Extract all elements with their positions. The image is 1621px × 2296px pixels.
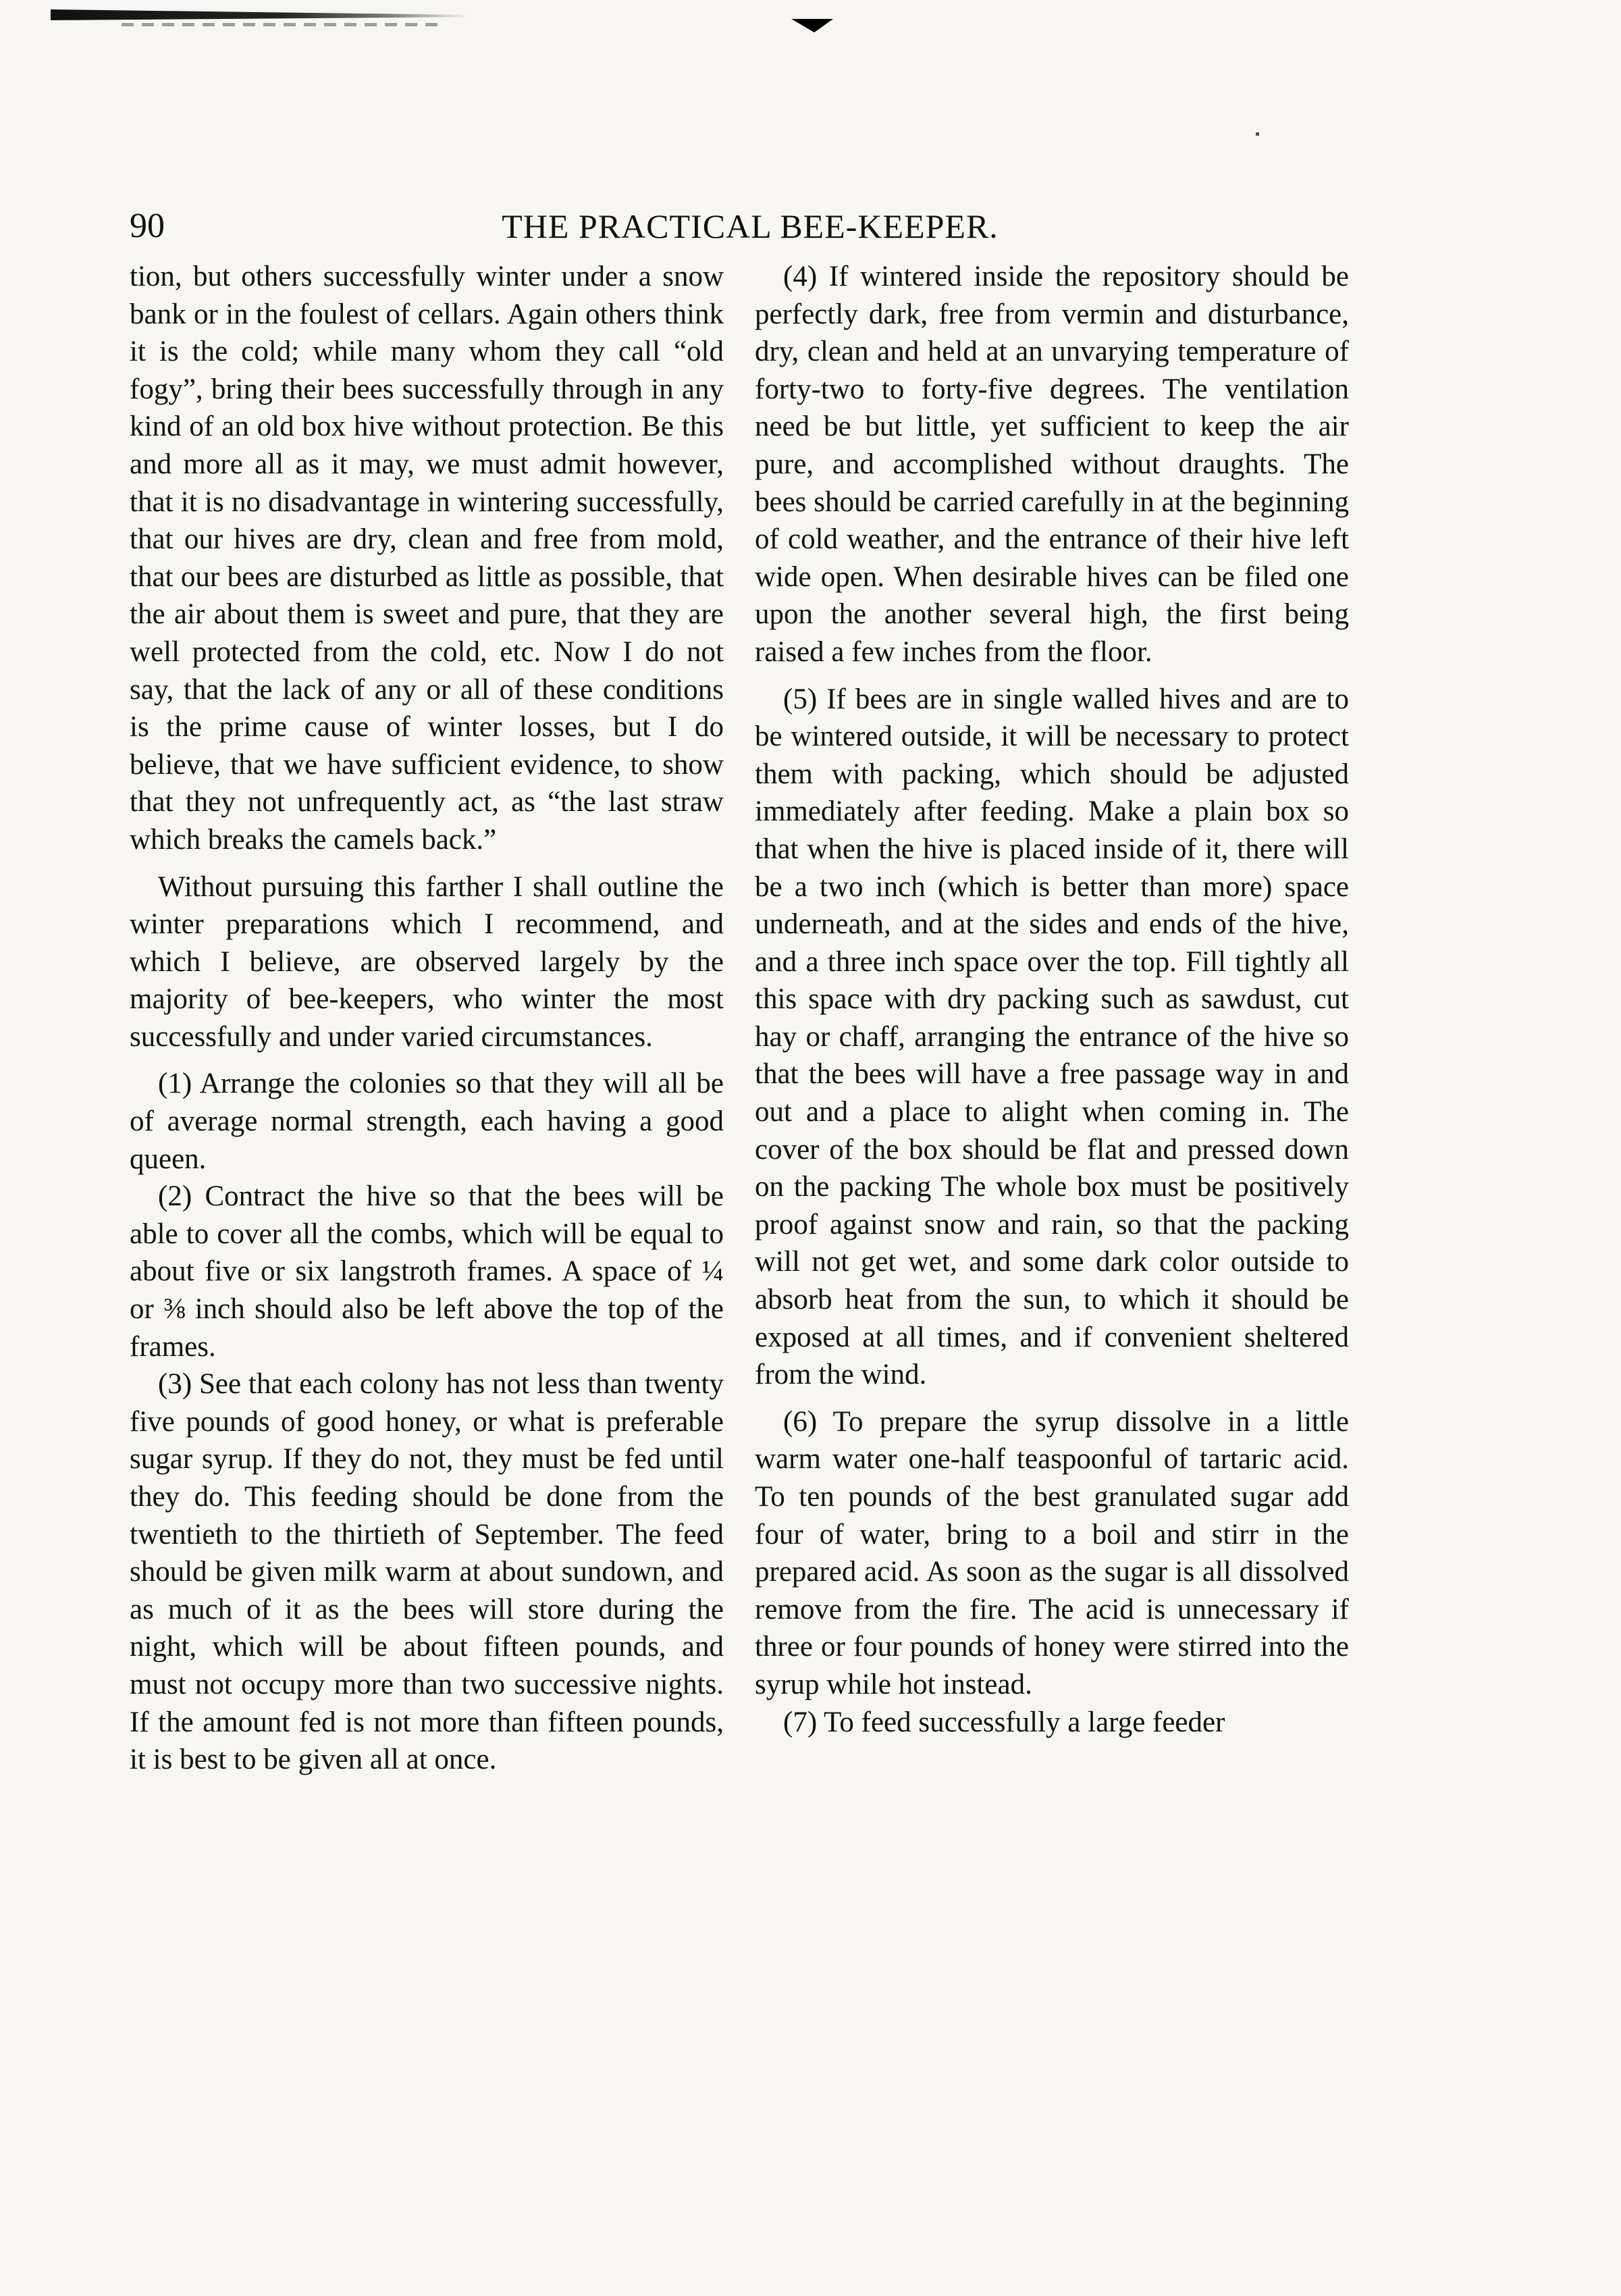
paragraph: (5) If bees are in single walled hives and are to be wintered outside, it will be necessary to protect them with packing, which should be adjusted immediately after feeding. Make a plain box so that when the hive is placed inside of it, there will be a two inch (which is better than more) space underneath, and at the sides and ends of the hive, and a three inch space over the top. Fill tightly all this space with dry packing such as sawdust, cut hay or chaff, arranging the entrance of the hive so that the bees will have a free passage way in and out and a place to alight when coming in. The cover of the box should be flat and pressed down on the packing The whole box must be positively proof against snow and rain, so that the packing will not get wet, and some dark color outside to absorb heat from the sun, to which it should be exposed at all times, and if convenient sheltered from the wind. <box>755 683 1349 1391</box>
scan-artifact-dot <box>1256 132 1259 136</box>
scan-artifact-dashes <box>122 23 446 26</box>
page-number: 90 <box>130 207 165 245</box>
paragraph: (3) See that each colony has not less than twenty five pounds of good honey, or what is preferable sugar syrup. If they do not, they must be fed until they do. This feeding should be done from the twentieth to the thirtieth of September. The feed should be given milk warm at about sundown, and as much of it as the bees will store during the night, which will be about fifteen pounds, and must not occupy more than two successive nights. If the amount fed is not more than fifteen pounds, it is best to be given all at once. <box>130 1368 724 1776</box>
paragraph: (2) Contract the hive so that the bees will be able to cover all the combs, which will be equal to about five or six langstroth frames. A space of ¼ or ⅜ inch should also be left above the top of the frames. <box>130 1180 724 1363</box>
scan-artifact-rule <box>51 9 469 20</box>
paragraph: (7) To feed successfully a large feeder <box>783 1706 1225 1738</box>
paragraph: Without pursuing this farther I shall outline the winter preparations which I recommend, and which I believe, are observed largely by the majority of bee-keepers, who winter the most successfully and under varied circumstances. <box>130 870 724 1053</box>
paragraph: (4) If wintered inside the repository should be perfectly dark, free from vermin and disturbance, dry, clean and held at an unvarying temperature of forty-two to forty-five degrees. The ventilation need be but little, yet sufficient to keep the air pure, and accomplished without draughts. The bees should be carried carefully in at the beginning of cold weather, and the entrance of their hive left wide open. When desirable hives can be filed one upon the another several high, the first being raised a few inches from the floor. <box>755 261 1349 668</box>
paragraph: tion, but others successfully winter under a snow bank or in the foulest of cellars. Again others think it is the cold; while many whom they call “old fogy”, bring their bees successfully through in any kind of an old box hive without protection. Be this and more all as it may, we must admit however, that it is no disadvantage in wintering successfully, that our hives are dry, clean and free from mold, that our bees are disturbed as little as possible, that the air about them is sweet and pure, that they are well protected from the cold, etc. Now I do not say, that the lack of any or all of these conditions is the prime cause of winter losses, but I do believe, that we have sufficient evidence, to show that they not unfrequently act, as “the last straw which breaks the camels back.” <box>130 261 724 856</box>
page-header <box>130 199 1371 253</box>
left-column <box>130 258 724 1779</box>
scan-artifact-mark <box>791 19 833 32</box>
running-title: THE PRACTICAL BEE-KEEPER. <box>502 207 999 245</box>
paragraph: (1) Arrange the colonies so that they will all be of average normal strength, each having a good queen. <box>130 1068 724 1175</box>
paragraph: (6) To prepare the syrup dissolve in a little warm water one-half teaspoonful of tartaric acid. To ten pounds of the best granulated sugar add four of water, bring to a boil and stirr in the prepared acid. As soon as the sugar is all dissolved remove from the fire. The acid is unnecessary if three or four pounds of honey were stirred into the syrup while hot instead. <box>755 1405 1349 1700</box>
right-column <box>755 258 1349 1741</box>
